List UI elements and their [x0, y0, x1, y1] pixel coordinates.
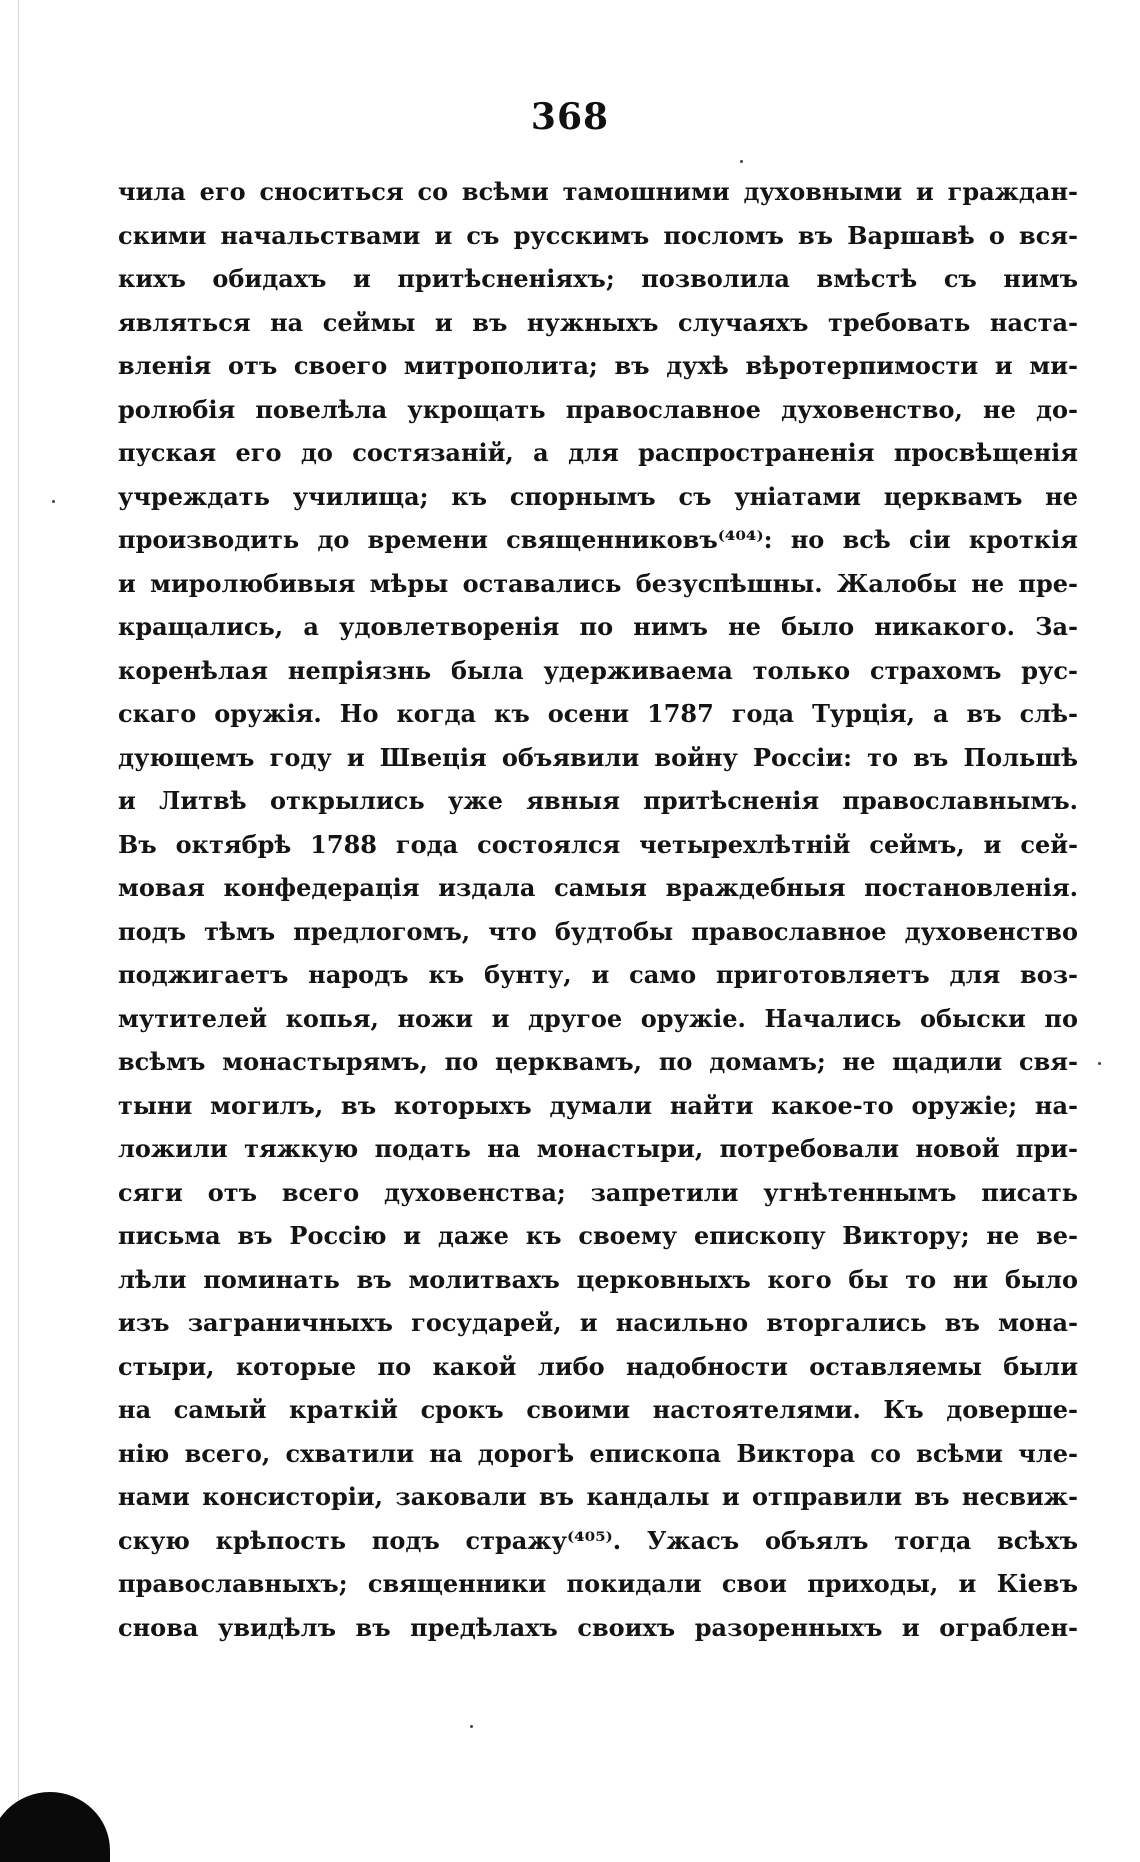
text-line: мутителей копья, ножи и другое оружіе. Начались обыски по: [118, 1003, 1078, 1033]
text-line: поджигаетъ народъ къ бунту, и само приготовляетъ для воз-: [118, 960, 1078, 989]
text-line: тыни могилъ, въ которыхъ думали найти какое-то оружіе; на-: [118, 1090, 1078, 1120]
page-edge-line: [18, 0, 19, 1840]
text-line: сяги отъ всего духовенства; запретили угнѣтеннымъ писать: [118, 1177, 1078, 1207]
text-line: православныхъ; священники покидали свои приходы, и Кіевъ: [118, 1569, 1078, 1598]
text-line: и Литвѣ открылись уже явныя притѣсненія православнымъ.: [118, 786, 1078, 815]
print-speck: [1098, 1062, 1101, 1065]
print-speck: [740, 160, 743, 163]
page-number: 368: [530, 96, 610, 138]
text-line: нію всего, схватили на дорогѣ епископа Виктора со всѣми чле-: [118, 1438, 1078, 1468]
text-line: являться на сеймы и въ нужныхъ случаяхъ требовать наста-: [118, 307, 1078, 337]
text-line: ролюбія повелѣла укрощать православное духовенство, не до-: [118, 394, 1078, 424]
print-speck: [52, 500, 55, 503]
text-line: всѣмъ монастырямъ, по церквамъ, по домамъ; не щадили свя-: [118, 1047, 1078, 1076]
text-line: снова увидѣлъ въ предѣлахъ своихъ разоренныхъ и ограблен-: [118, 1612, 1078, 1642]
text-line: коренѣлая непріязнь была удерживаема только страхомъ рус-: [118, 655, 1078, 685]
text-line: письма въ Россію и даже къ своему епископу Виктору; не ве-: [118, 1221, 1078, 1250]
text-line: производить до времени священниковъ⁽⁴⁰⁴⁾: но всѣ сіи кроткія: [118, 525, 1078, 554]
ink-blot: [0, 1792, 110, 1862]
text-line: стыри, которые по какой либо надобности оставляемы были: [118, 1351, 1078, 1381]
text-line: ложили тяжкую подать на монастыри, потребовали новой при-: [118, 1134, 1078, 1163]
text-line: Въ октябрѣ 1788 года состоялся четырехлѣтній сеймъ, и сей-: [118, 829, 1078, 859]
text-line: лѣли поминать въ молитвахъ церковныхъ кого бы то ни было: [118, 1264, 1078, 1294]
text-line: скую крѣпость подъ стражу⁽⁴⁰⁵⁾. Ужасъ объялъ тогда всѣхъ: [118, 1525, 1078, 1555]
body-text: [118, 170, 1078, 1649]
text-line: учреждать училища; къ спорнымъ съ уніатами церквамъ не: [118, 481, 1078, 511]
text-line: дующемъ году и Швеція объявили войну Россіи: то въ Польшѣ: [118, 742, 1078, 772]
print-speck: [470, 1725, 473, 1728]
text-line: кращались, а удовлетворенія по нимъ не было никакого. За-: [118, 612, 1078, 641]
text-line: подъ тѣмъ предлогомъ, что будтобы православное духовенство: [118, 916, 1078, 946]
text-line: мовая конфедерація издала самыя враждебныя постановленія.: [118, 873, 1078, 902]
text-line: кихъ обидахъ и притѣсненіяхъ; позволила вмѣстѣ съ нимъ: [118, 264, 1078, 293]
text-line: нами консисторіи, заковали въ кандалы и отправили въ несвиж-: [118, 1482, 1078, 1511]
text-line: и миролюбивыя мѣры оставались безуспѣшны. Жалобы не пре-: [118, 568, 1078, 598]
text-line: скаго оружія. Но когда къ осени 1787 года Турція, а въ слѣ-: [118, 699, 1078, 728]
text-line: вленія отъ своего митрополита; въ духѣ вѣротерпимости и ми-: [118, 351, 1078, 380]
text-line: на самый краткій срокъ своими настоятелями. Къ доверше-: [118, 1395, 1078, 1424]
text-line: изъ заграничныхъ государей, и насильно вторгались въ мона-: [118, 1308, 1078, 1337]
text-line: пуская его до состязаній, а для распространенія просвѣщенія: [118, 438, 1078, 467]
text-line: скими начальствами и съ русскимъ посломъ въ Варшавѣ о вся-: [118, 220, 1078, 250]
text-line: чила его сноситься со всѣми тамошними духовными и граждан-: [118, 177, 1078, 206]
